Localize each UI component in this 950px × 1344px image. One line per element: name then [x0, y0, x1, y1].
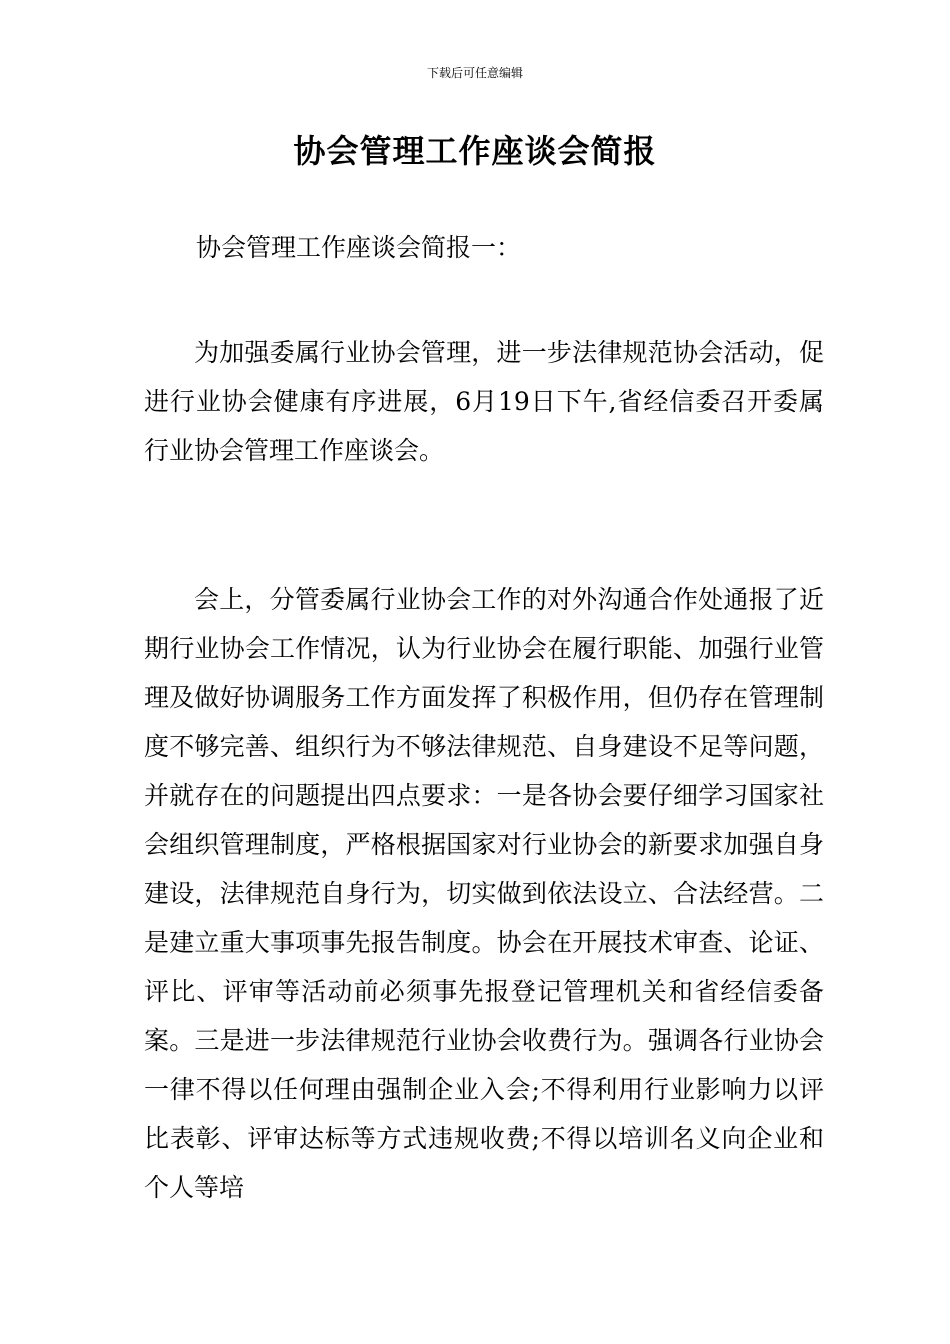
paragraph-meeting-details: 会上，分管委属行业协会工作的对外沟通合作处通报了近期行业协会工作情况，认为行业协会在履行职能、加强行业管理及做好协调服务工作方面发挥了积极作用，但仍存在管理制度不够完善、组织行为不够法律规范、自身建设不足等问题，并就存在的问题提出四点要求：一是各协会要仔细学习国家社会组织管理制度，严格根据国家对行业协会的新要求加强自身建设，法律规范自身行为，切实做到依法设立、合法经营。二是建立重大事项事先报告制度。协会在开展技术审查、论证、评比、评审等活动前必须事先报登记管理机关和省经信委备案。三是进一步法律规范行业协会收费行为。强调各行业协会一律不得以任何理由强制企业入会;不得利用行业影响力以评比表彰、评审达标等方式违规收费;不得以培训名义向企业和个人等培: [144, 585, 824, 1202]
document-title: 协会管理工作座谈会简报: [293, 132, 657, 170]
document-subtitle: 协会管理工作座谈会简报一：: [196, 233, 522, 262]
paragraph-intro: 为加强委属行业协会管理，进一步法律规范协会活动，促进行业协会健康有序进展，6月19日下午,省经信委召开委属行业协会管理工作座谈会。: [144, 338, 824, 465]
page-header-note: 下载后可任意编辑: [426, 66, 523, 80]
